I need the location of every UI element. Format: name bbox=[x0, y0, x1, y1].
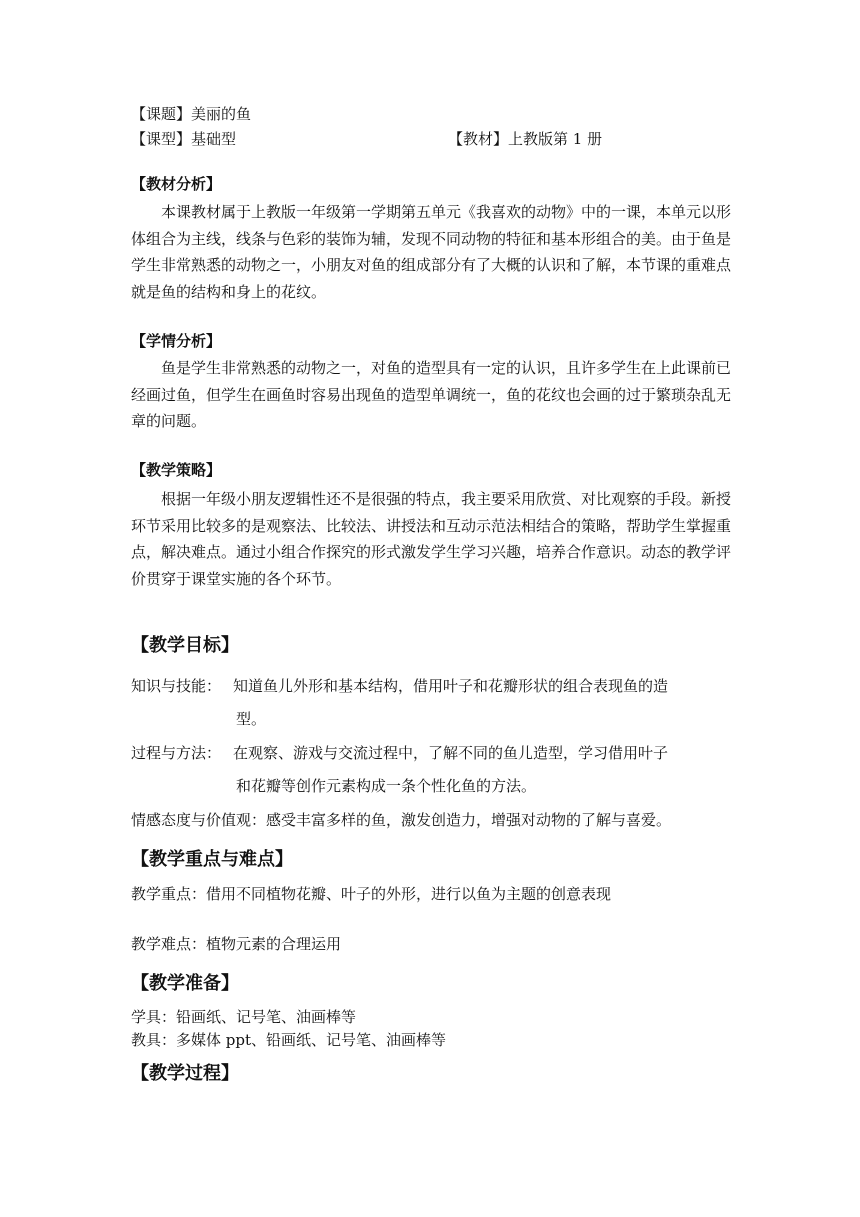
goal-knowledge-text-line1: 知道鱼儿外形和基本结构，借用叶子和花瓣形状的组合表现鱼的造 bbox=[233, 677, 669, 695]
lesson-textbook: 【教材】上教版第 1 册 bbox=[448, 130, 603, 148]
teaching-strategy-heading: 【教学策略】 bbox=[131, 461, 222, 479]
key-points-heading: 【教学重点与难点】 bbox=[131, 849, 293, 870]
student-analysis-heading: 【学情分析】 bbox=[131, 332, 222, 350]
teaching-key-point: 教学重点：借用不同植物花瓣、叶子的外形，进行以鱼为主题的创意表现 bbox=[131, 885, 612, 903]
goal-process-text-line1: 在观察、游戏与交流过程中，了解不同的鱼儿造型，学习借用叶子 bbox=[233, 744, 669, 762]
goal-knowledge-text-line2: 型。 bbox=[236, 710, 267, 728]
teaching-strategy-body: 根据一年级小朋友逻辑性还不是很强的特点，我主要采用欣赏、对比观察的手段。新授环节采用比较多的是观察法、比较法、讲授法和互动示范法相结合的策略，帮助学生掌握重点，解决难点。通过小组合作探究的形式激发学生学习兴趣，培养合作意识。动态的教学评价贯穿于课堂实施的各个环节。 bbox=[131, 490, 732, 589]
goal-emotion: 情感态度与价值观：感受丰富多样的鱼，激发创造力，增强对动物的了解与喜爱。 bbox=[131, 811, 672, 829]
goal-process-text-line2: 和花瓣等创作元素构成一条个性化鱼的方法。 bbox=[236, 777, 537, 795]
lesson-type: 【课型】基础型 bbox=[131, 130, 237, 148]
student-analysis-body: 鱼是学生非常熟悉的动物之一，对鱼的造型具有一定的认识，且许多学生在上此课前已经画过鱼，但学生在画鱼时容易出现鱼的造型单调统一，鱼的花纹也会画的过于繁琐杂乱无章的问题。 bbox=[131, 359, 732, 431]
student-tools: 学具：铅画纸、记号笔、油画棒等 bbox=[131, 1008, 357, 1026]
teacher-tools: 教具：多媒体 ppt、铅画纸、记号笔、油画棒等 bbox=[131, 1031, 447, 1049]
teaching-goals-heading: 【教学目标】 bbox=[131, 635, 239, 656]
lesson-topic: 【课题】美丽的鱼 bbox=[131, 105, 252, 123]
teaching-process-heading: 【教学过程】 bbox=[131, 1063, 239, 1084]
material-analysis-body: 本课教材属于上教版一年级第一学期第五单元《我喜欢的动物》中的一课，本单元以形体组合为主线，线条与色彩的装饰为辅，发现不同动物的特征和基本形组合的美。由于鱼是学生非常熟悉的动物之一，小朋友对鱼的组成部分有了大概的认识和了解，本节课的重难点就是鱼的结构和身上的花纹。 bbox=[131, 203, 732, 302]
goal-knowledge-label: 知识与技能： bbox=[131, 677, 222, 695]
preparation-heading: 【教学准备】 bbox=[131, 973, 239, 994]
teaching-difficulty: 教学难点：植物元素的合理运用 bbox=[131, 935, 342, 953]
goal-process-label: 过程与方法： bbox=[131, 744, 222, 762]
material-analysis-heading: 【教材分析】 bbox=[131, 175, 222, 193]
